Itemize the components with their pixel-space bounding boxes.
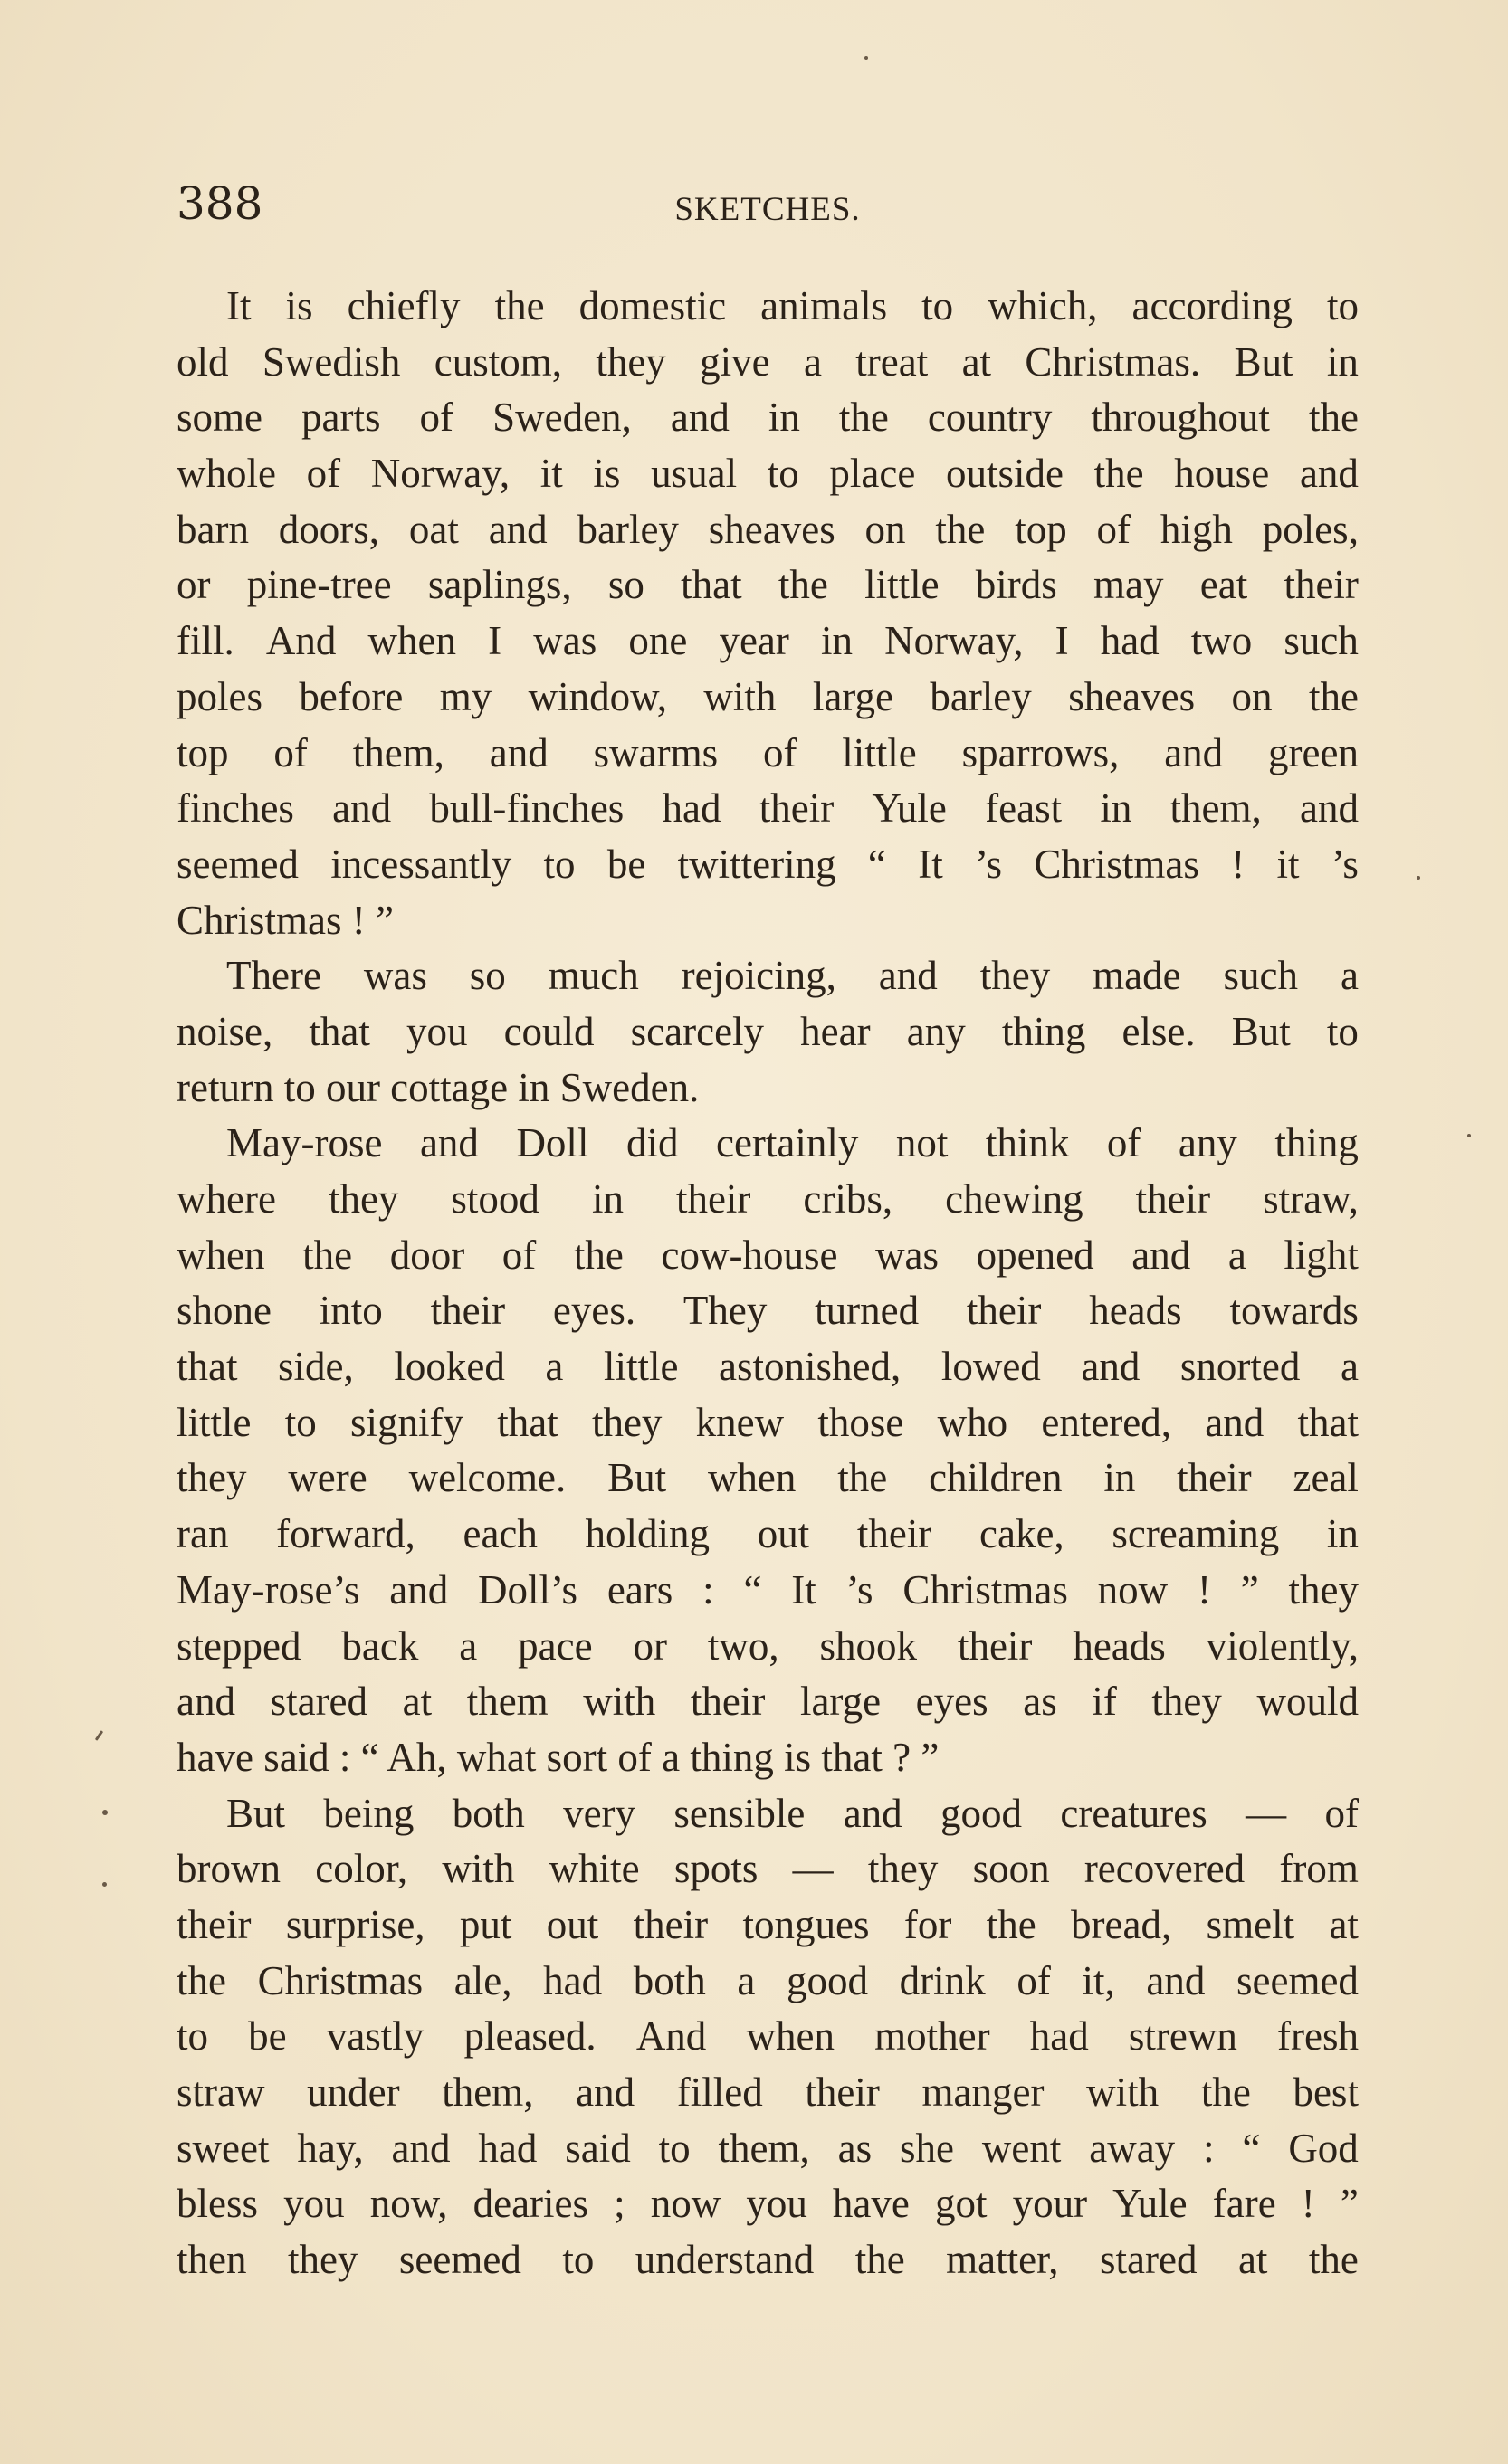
text-line: May-rose’s and Doll’s ears : “ It ’s Christmas now ! ” they [177,1566,1359,1613]
text-line: some parts of Sweden, and in the country throughout the [177,395,1359,441]
text-line: that side, looked a little astonished, lowed and snorted a [177,1344,1359,1390]
text-line: There was so much rejoicing, and they made such a [226,953,1359,999]
text-line: ran forward, each holding out their cake, screaming in [177,1511,1359,1557]
text-line: barn doors, oat and barley sheaves on the top of high poles, [177,506,1359,552]
text-line: May-rose and Doll did certainly not think of any thing [226,1120,1359,1166]
text-line: to be vastly pleased. And when mother had strewn fresh [177,2013,1359,2060]
text-line: shone into their eyes. They turned their heads towards [177,1288,1359,1334]
text-line: or pine-tree saplings, so that the little birds may eat their [177,562,1359,608]
text-line: where they stood in their cribs, chewing their straw, [177,1176,1359,1222]
text-line: whole of Norway, it is usual to place outside the house and [177,451,1359,497]
text-line: seemed incessantly to be twittering “ It ’s Christmas ! it ’s [177,841,1359,887]
paragraph [177,1116,1359,1785]
paragraph [177,279,1359,948]
text-line: Christmas ! ” [177,897,394,943]
ink-speck [864,56,868,60]
text-line: have said : “ Ah, what sort of a thing is that ? ” [177,1734,940,1780]
text-line: top of them, and swarms of little sparrows, and green [177,729,1359,775]
text-line: and stared at them with their large eyes as if they would [177,1679,1359,1725]
text-line: fill. And when I was one year in Norway, I had two such [177,618,1359,664]
text-line: straw under them, and filled their manger with the best [177,2069,1359,2115]
text-line: little to signify that they knew those who entered, and that [177,1399,1359,1445]
text-line: stepped back a pace or two, shook their heads violently, [177,1622,1359,1669]
text-line: the Christmas ale, had both a good drink of it, and seemed [177,1957,1359,2003]
text-line: old Swedish custom, they give a treat at Christmas. But in [177,338,1359,385]
text-line: their surprise, put out their tongues for the bread, smelt at [177,1901,1359,1947]
text-line: when the door of the cow-house was opened and a light [177,1232,1359,1278]
page-header [177,177,1359,241]
text-line: sweet hay, and had said to them, as she went away : “ God [177,2125,1359,2171]
text-line: they were welcome. But when the children in their zeal [177,1455,1359,1501]
text-line: finches and bull-finches had their Yule feast in them, and [177,785,1359,832]
text-line: bless you now, dearies ; now you have got your Yule fare ! ” [177,2181,1359,2227]
text-line: brown color, with white spots — they soon recovered from [177,1846,1359,1892]
ink-speck [1467,1134,1471,1137]
text-line: return to our cottage in Sweden. [177,1064,700,1110]
text-line: poles before my window, with large barley sheaves on the [177,673,1359,719]
page-number: 388 [177,177,263,230]
ink-speck [95,1730,103,1741]
text-line: But being both very sensible and good creatures — of [226,1790,1359,1836]
text-line: then they seemed to understand the matter, stared at the [177,2237,1359,2283]
ink-speck [102,1810,108,1815]
ink-speck [1417,876,1420,880]
paragraph [177,948,1359,1116]
running-head: SKETCHES. [674,191,861,228]
body-text [177,279,1359,2288]
ink-speck [102,1882,107,1887]
text-line: noise, that you could scarcely hear any thing else. But to [177,1008,1359,1054]
text-line: It is chiefly the domestic animals to which, according to [226,283,1359,328]
paragraph [177,1786,1359,2288]
